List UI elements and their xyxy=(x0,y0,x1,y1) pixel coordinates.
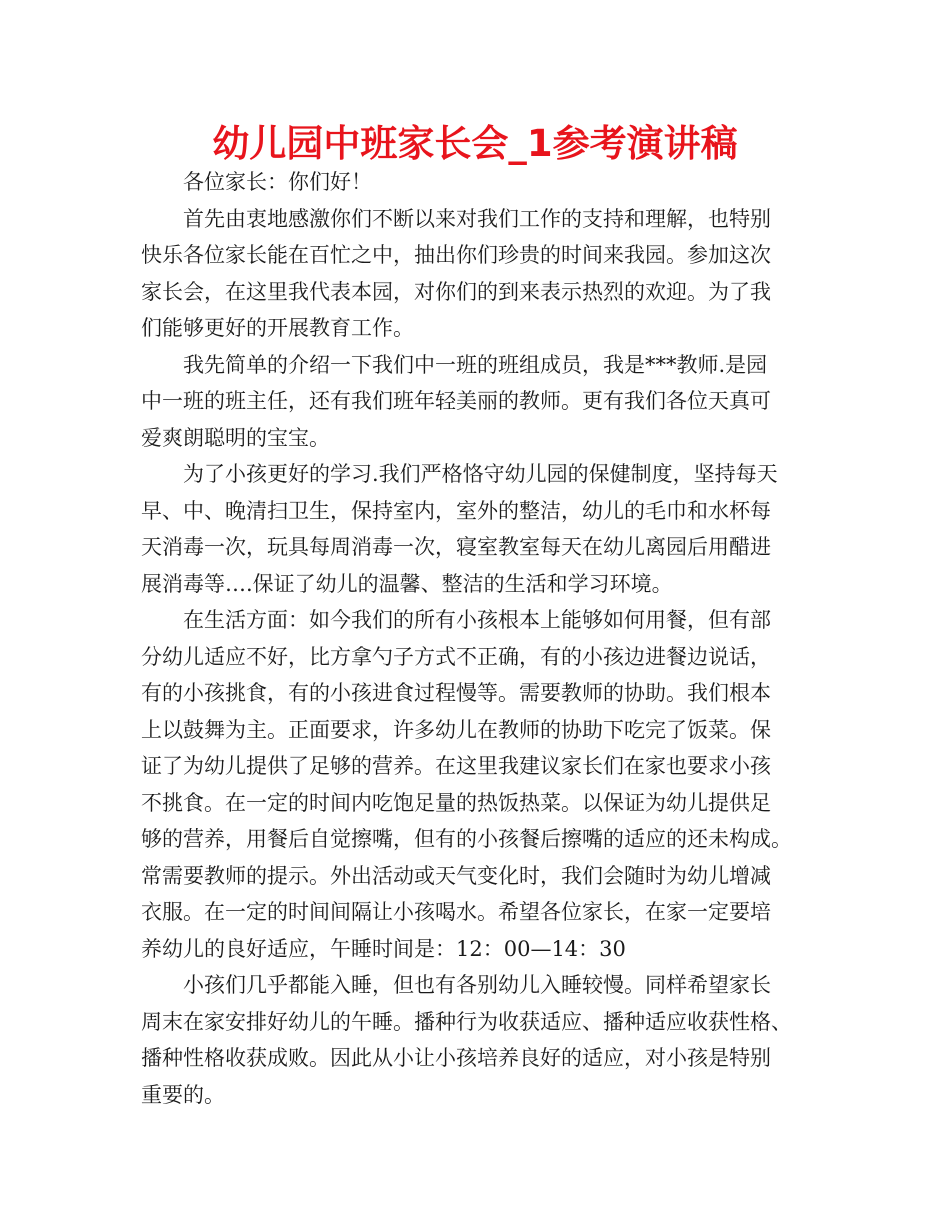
document-body xyxy=(141,164,813,1113)
text-line: 爱爽朗聪明的宝宝。 xyxy=(141,425,330,450)
text-line: 们能够更好的开展教育工作。 xyxy=(141,316,414,340)
text-line: 养幼儿的良好适应，午睡时间是：12：00—14：30 xyxy=(141,936,626,961)
text-line: 不挑食。在一定的时间内吃饱足量的热饭热菜。以保证为幼儿提供足 xyxy=(141,790,771,815)
text-line: 常需要教师的提示。外出活动或天气变化时，我们会随时为幼儿增减 xyxy=(141,863,771,888)
text-line: 周末在家安排好幼儿的午睡。播种行为收获适应、播种适应收获性格、 xyxy=(141,1009,792,1034)
document-title: 幼儿园中班家长会_1参考演讲稿 xyxy=(212,122,738,165)
text-line: 有的小孩挑食，有的小孩进食过程慢等。需要教师的协助。我们根本 xyxy=(141,681,771,705)
text-line: 小孩们几乎都能入睡，但也有各别幼儿入睡较慢。同样希望家长 xyxy=(183,973,771,997)
text-line: 家长会，在这里我代表本园，对你们的到来表示热烈的欢迎。为了我 xyxy=(141,279,771,304)
text-line: 在生活方面：如今我们的所有小孩根本上能够如何用餐，但有部 xyxy=(183,608,771,632)
text-line: 展消毒等….保证了幼儿的温馨、整洁的生活和学习环境。 xyxy=(141,571,673,596)
text-line: 早、中、晚清扫卫生，保持室内，室外的整洁，幼儿的毛巾和水杯每 xyxy=(141,498,771,523)
text-line: 中一班的班主任，还有我们班年轻美丽的教师。更有我们各位天真可 xyxy=(141,389,771,413)
text-line: 够的营养，用餐后自觉擦嘴，但有的小孩餐后擦嘴的适应的还未构成。 xyxy=(141,827,792,851)
text-line: 天消毒一次，玩具每周消毒一次，寝室教室每天在幼儿离园后用醋进 xyxy=(141,535,771,559)
text-line: 播种性格收获成败。因此从小让小孩培养良好的适应，对小孩是特别 xyxy=(141,1046,771,1070)
text-line: 我先简单的介绍一下我们中一班的班组成员，我是***教师.是园 xyxy=(183,352,768,377)
text-line: 证了为幼儿提供了足够的营养。在这里我建议家长们在家也要求小孩 xyxy=(141,754,771,778)
text-line: 为了小孩更好的学习.我们严格恪守幼儿园的保健制度，坚持每天 xyxy=(183,462,778,486)
text-line: 上以鼓舞为主。正面要求，许多幼儿在教师的协助下吃完了饭菜。保 xyxy=(141,717,771,742)
text-line: 快乐各位家长能在百忙之中，抽出你们珍贵的时间来我园。参加这次 xyxy=(141,243,771,267)
text-line: 重要的。 xyxy=(141,1082,225,1107)
text-line: 各位家长：你们好！ xyxy=(183,170,372,194)
text-line: 分幼儿适应不好，比方拿勺子方式不正确，有的小孩边进餐边说话， xyxy=(141,644,771,669)
text-line: 衣服。在一定的时间间隔让小孩喝水。希望各位家长，在家一定要培 xyxy=(141,900,771,924)
text-line: 首先由衷地感激你们不断以来对我们工作的支持和理解，也特别 xyxy=(183,206,771,231)
